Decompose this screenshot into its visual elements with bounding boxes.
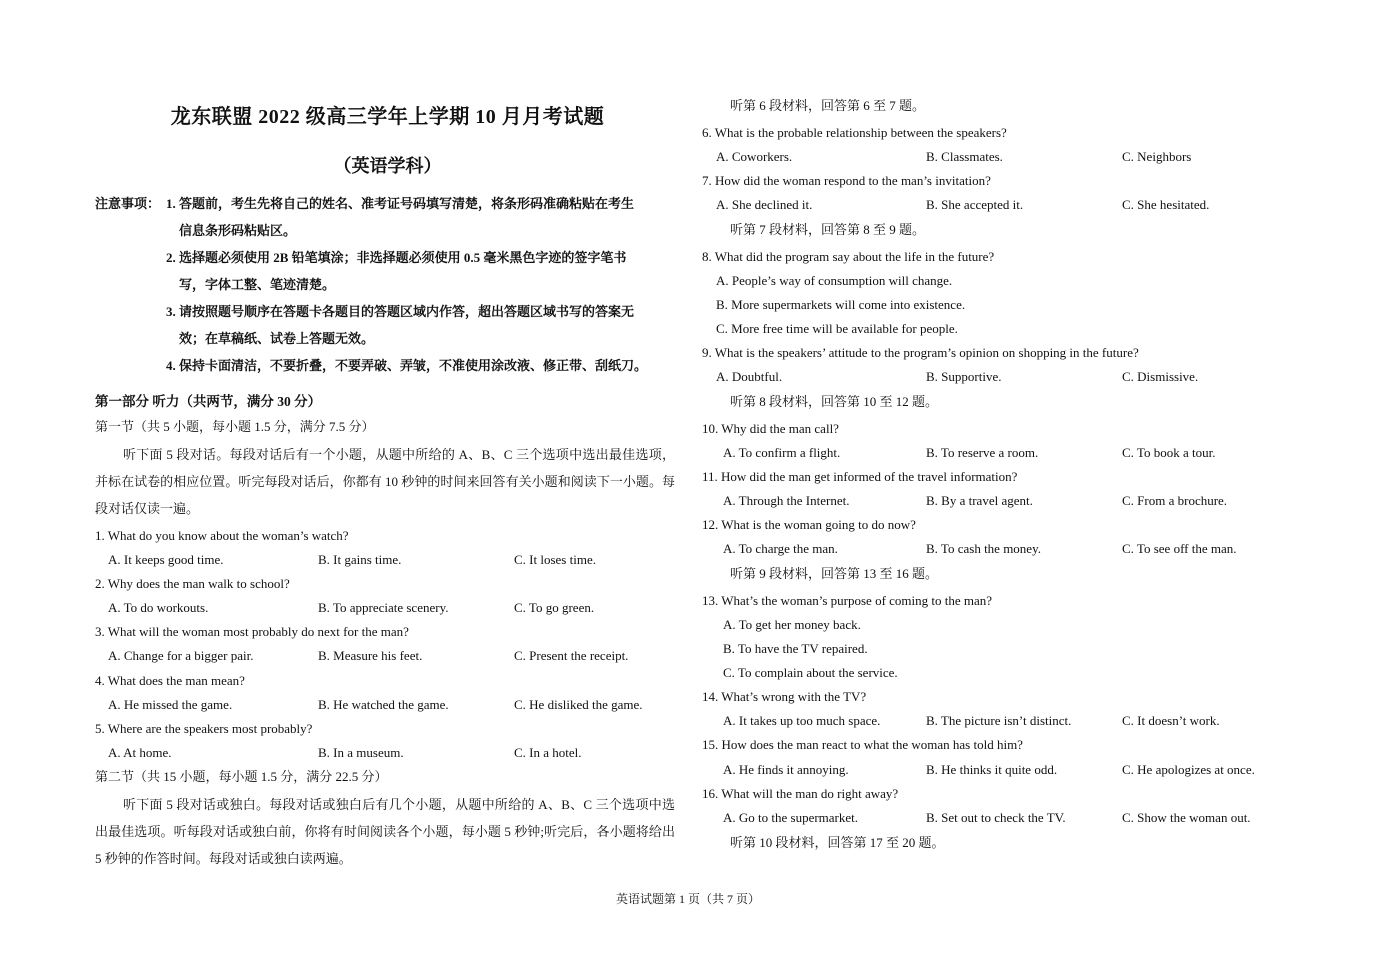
option-c: C. It loses time. [514, 552, 596, 567]
option-c: C. More free time will be available for people. [716, 321, 958, 336]
option-c: C. To complain about the service. [723, 665, 898, 680]
question-stem: 4. What does the man mean? [95, 673, 245, 688]
material-header: 听第 7 段材料，回答第 8 至 9 题。 [730, 222, 926, 237]
option-a: A. Through the Internet. [723, 493, 850, 508]
question-stem: 11. How did the man get informed of the travel information? [702, 469, 1018, 484]
exam-subtitle: （英语学科） [333, 156, 442, 176]
option-b: B. In a museum. [318, 745, 404, 760]
option-a: A. He finds it annoying. [723, 762, 849, 777]
option-a: A. To charge the man. [723, 541, 838, 556]
option-c: C. She hesitated. [1122, 197, 1210, 212]
note-item: 3. 请按照题号顺序在答题卡各题目的答题区域内作答，超出答题区域书写的答案无 [166, 304, 635, 319]
note-item: 4. 保持卡面清洁，不要折叠，不要弄破、弄皱，不准使用涂改液、修正带、刮纸刀。 [166, 358, 648, 373]
part-title: 第一部分 听力（共两节，满分 30 分） [95, 394, 322, 409]
option-b: B. He watched the game. [318, 697, 449, 712]
question-stem: 15. How does the man react to what the woman has told him? [702, 737, 1023, 752]
section-instructions: 听下面 5 段对话或独白。每段对话或独白后有几个小题，从题中所给的 A、B、C 三个选项中选出最佳选项。听每段对话或独白前，你将有时间阅读各个小题，每小题 5 秒钟;听完后，各小题将给出 5 秒钟的作答时间。每段对话或独白读两遍。 [95, 797, 675, 866]
question-stem: 10. Why did the man call? [702, 421, 839, 436]
material-header: 听第 8 段材料，回答第 10 至 12 题。 [730, 394, 939, 409]
option-c: C. Dismissive. [1122, 369, 1199, 384]
option-a: A. To get her money back. [723, 617, 861, 632]
option-c: C. To book a tour. [1122, 445, 1216, 460]
option-a: A. People’s way of consumption will change. [716, 273, 953, 288]
question-stem: 6. What is the probable relationship between the speakers? [702, 125, 1007, 140]
question-stem: 16. What will the man do right away? [702, 786, 899, 801]
option-c: C. Show the woman out. [1122, 810, 1251, 825]
notes-block [95, 190, 680, 379]
question-stem: 7. How did the woman respond to the man’s invitation? [702, 173, 991, 188]
option-b: B. Measure his feet. [318, 648, 423, 663]
option-a: A. It keeps good time. [108, 552, 224, 567]
option-a: A. Coworkers. [716, 149, 793, 164]
note-continuation: 写，字体工整、笔迹清楚。 [179, 277, 336, 292]
option-c: C. Present the receipt. [514, 648, 629, 663]
option-b: B. The picture isn’t distinct. [926, 713, 1072, 728]
material-header: 听第 9 段材料，回答第 13 至 16 题。 [730, 566, 939, 581]
page-footer: 英语试题第 1 页（共 7 页） [615, 892, 760, 906]
option-c: C. It doesn’t work. [1122, 713, 1220, 728]
option-a: A. To confirm a flight. [723, 445, 841, 460]
question-stem: 8. What did the program say about the life in the future? [702, 249, 995, 264]
option-a: A. To do workouts. [108, 600, 209, 615]
option-b: B. She accepted it. [926, 197, 1024, 212]
option-a: A. She declined it. [716, 197, 813, 212]
exam-title: 龙东联盟 2022 级高三学年上学期 10 月月考试题 [170, 106, 605, 128]
note-continuation: 信息条形码粘贴区。 [179, 223, 297, 238]
option-c: C. In a hotel. [514, 745, 582, 760]
section-title: 第一节（共 5 小题，每小题 1.5 分，满分 7.5 分） [95, 419, 375, 434]
option-c: C. He disliked the game. [514, 697, 643, 712]
question-stem: 14. What’s wrong with the TV? [702, 689, 867, 704]
option-c: C. Neighbors [1122, 149, 1192, 164]
question-stem: 12. What is the woman going to do now? [702, 517, 916, 532]
material-header: 听第 6 段材料，回答第 6 至 7 题。 [730, 98, 926, 113]
option-c: C. To go green. [514, 600, 595, 615]
option-b: B. By a travel agent. [926, 493, 1033, 508]
option-b: B. More supermarkets will come into existence. [716, 297, 966, 312]
option-a: A. Doubtful. [716, 369, 783, 384]
question-stem: 9. What is the speakers’ attitude to the program’s opinion on shopping in the future? [702, 345, 1139, 360]
question-stem: 5. Where are the speakers most probably? [95, 721, 313, 736]
option-a: A. At home. [108, 745, 172, 760]
notes-heading: 注意事项： [95, 196, 161, 211]
option-c: C. He apologizes at once. [1122, 762, 1255, 777]
question-stem: 13. What’s the woman’s purpose of coming to the man? [702, 593, 993, 608]
section-instructions: 听下面 5 段对话。每段对话后有一个小题，从题中所给的 A、B、C 三个选项中选出最佳选项，并标在试卷的相应位置。听完每段对话后，你都有 10 秒钟的时间来回答有关小题和阅读下一小题。每段对话仅读一遍。 [95, 447, 675, 516]
option-b: B. Classmates. [926, 149, 1003, 164]
note-continuation: 效；在草稿纸、试卷上答题无效。 [179, 331, 375, 346]
question-stem: 3. What will the woman most probably do next for the man? [95, 624, 409, 639]
section-title: 第二节（共 15 小题，每小题 1.5 分，满分 22.5 分） [95, 769, 388, 784]
question-stem: 1. What do you know about the woman’s watch? [95, 528, 349, 543]
option-a: A. He missed the game. [108, 697, 233, 712]
option-b: B. Set out to check the TV. [926, 810, 1066, 825]
question-stem: 2. Why does the man walk to school? [95, 576, 290, 591]
option-c: C. From a brochure. [1122, 493, 1228, 508]
option-b: B. Supportive. [926, 369, 1002, 384]
option-b: B. It gains time. [318, 552, 402, 567]
option-b: B. To appreciate scenery. [318, 600, 449, 615]
option-b: B. He thinks it quite odd. [926, 762, 1058, 777]
note-item: 2. 选择题必须使用 2B 铅笔填涂；非选择题必须使用 0.5 毫米黑色字迹的签字笔书 [166, 250, 627, 265]
option-b: B. To cash the money. [926, 541, 1041, 556]
note-item: 1. 答题前，考生先将自己的姓名、准考证号码填写清楚，将条形码准确粘贴在考生 [166, 196, 635, 211]
option-c: C. To see off the man. [1122, 541, 1237, 556]
option-b: B. To reserve a room. [926, 445, 1039, 460]
option-a: A. Change for a bigger pair. [108, 648, 254, 663]
material-header: 听第 10 段材料，回答第 17 至 20 题。 [730, 835, 945, 850]
option-a: A. Go to the supermarket. [723, 810, 859, 825]
option-a: A. It takes up too much space. [723, 713, 881, 728]
option-b: B. To have the TV repaired. [723, 641, 868, 656]
